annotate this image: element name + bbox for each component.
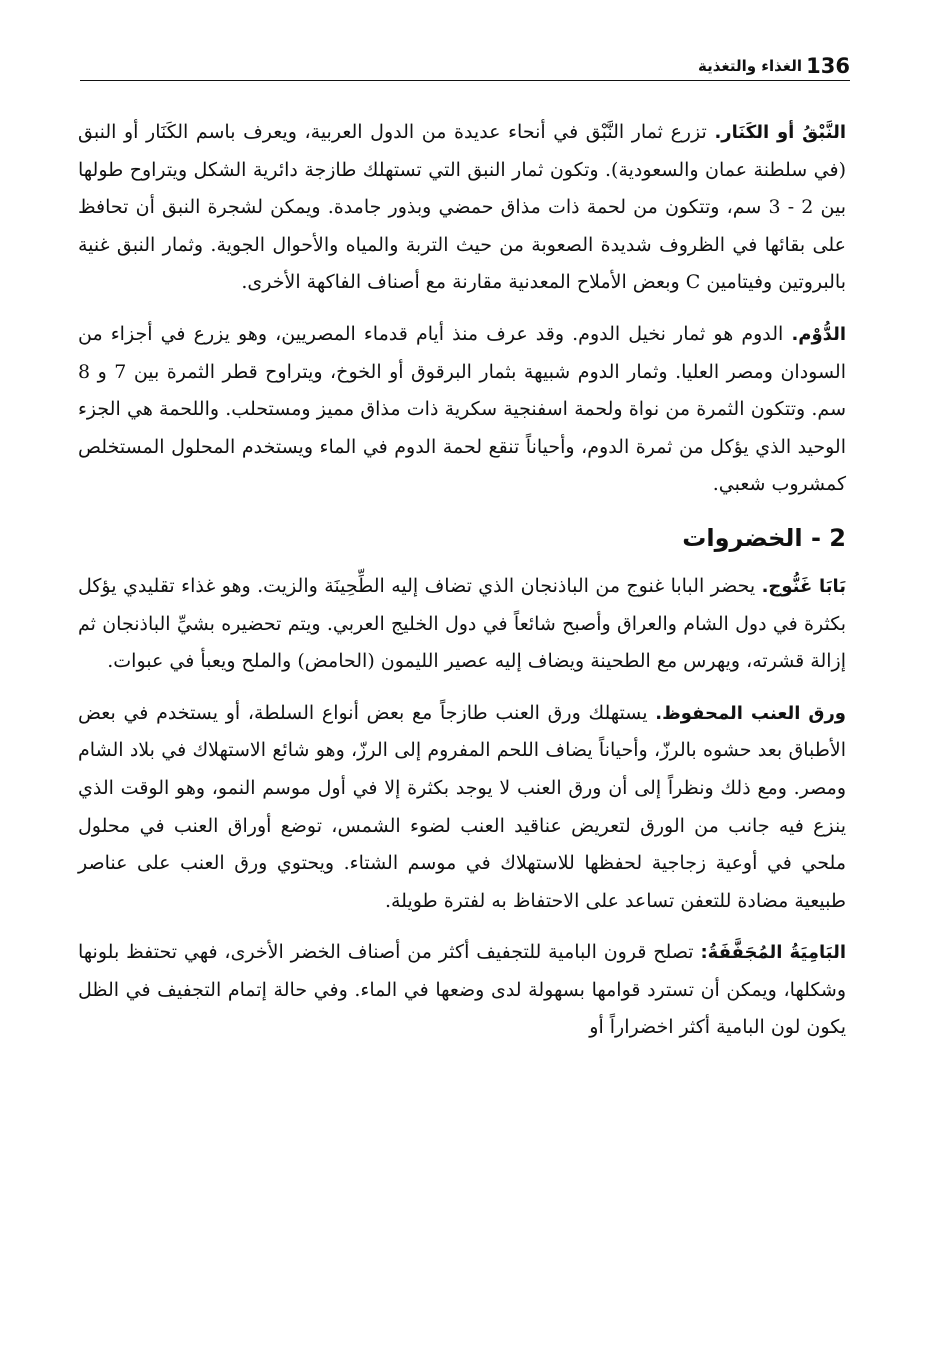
entry-vine-leaves (78, 695, 846, 921)
entry-term: النَّبْقُ أو الكَنَار. (714, 122, 846, 143)
entry-text: يحضر البابا غنوج من الباذنجان الذي تضاف إليه الطِّحِينَة والزيت. وهو غذاء تقليدي يؤكل بكثرة في دول الشام والعراق وأصبح شائعاً في دول الخليج العربي. ويتم تحضيره بشيِّ الباذنجان ثم إزالة قشرته، ويهرس مع الطحينة ويضاف إليه عصير الليمون (الحامض) والملح ويعبأ في عبوات. (78, 574, 846, 673)
running-header (80, 52, 850, 82)
entry-term: بَابَا غَنُّوج. (761, 575, 846, 597)
body-text (78, 114, 846, 1061)
entry-term: البَامِيَةُ المُجَفَّفَةُ: (700, 942, 846, 964)
section-heading: 2 - الخضروات (682, 523, 846, 552)
entry-term: ورق العنب المحفوظ. (655, 702, 846, 724)
entry-text: يستهلك ورق العنب طازجاً مع بعض أنواع السلطة، أو يستخدم في بعض الأطباق بعد حشوه بالرزّ، وأحياناً يضاف اللحم المفروم إلى الرزّ، وهو شائع الاستهلاك في بلاد الشام ومصر. ومع ذلك ونظراً إلى أن ورق العنب لا يوجد بكثرة إلا في أول موسم النمو، وهو الوقت الذي ينزع فيه جانب من الورق لتعريض عناقيد العنب لضوء الشمس، توضع أوراق العنب في محلول ملحي في أوعية زجاجية لحفظها للاستهلاك في موسم الشتاء. ويحتوي ورق العنب على عناصر طبيعية مضادة للتعفن تساعد على الاحتفاظ به لفترة طويلة. (78, 701, 846, 912)
entry-dried-okra (78, 934, 846, 1047)
header-divider (80, 80, 850, 81)
entry-nabq (78, 114, 846, 302)
entry-text: تصلح قرون البامية للتجفيف أكثر من أصناف الخضر الأخرى، فهي تحتفظ بلونها وشكلها، ويمكن أن تسترد قوامها بسهولة لدى وضعها في الماء. وفي حالة إتمام التجفيف في الظل يكون لون البامية أكثر اخضراراً أو (78, 941, 846, 1039)
entry-text: تزرع ثمار النَّبْق في أنحاء عديدة من الدول العربية، ويعرف باسم الكَنَار أو النبق (في سلطنة عمان والسعودية). وتكون ثمار النبق التي تستهلك طازجة دائرية الشكل ويتراوح طولها بين 2 - 3 سم، وتتكون من لحمة ذات مذاق حمضي وبذور جامدة. ويمكن لشجرة النبق أن تحافظ على بقائها في الظروف شديدة الصعوبة من حيث التربة والمياه والأحوال الجوية. وثمار النبق غنية بالبروتين وفيتامين C وبعض الأملاح المعدنية مقارنة مع أصناف الفاكهة الأخرى. (78, 121, 847, 294)
entry-doum (78, 316, 846, 504)
header-title: الغذاء والتغذية (697, 57, 802, 75)
entry-baba-ghanouj (78, 568, 846, 681)
page-number: 136 (806, 54, 850, 78)
entry-term: الدُّوْم. (791, 323, 846, 345)
entry-text: الدوم هو ثمار نخيل الدوم. وقد عرف منذ أيام قدماء المصريين، وهو يزرع في أجزاء من السودان ومصر العليا. وثمار الدوم شبيهة بثمار البرقوق أو الخوخ، ويتراوح قطر الثمرة بين 7 و 8 سم. وتتكون الثمرة من نواة ولحمة اسفنجية سكرية ذات مذاق مميز ومستحلب. واللحمة هي الجزء الوحيد الذي يؤكل من ثمرة الدوم، وأحياناً تنقع لحمة الدوم في الماء ويستخدم المحلول المستخلص كمشروب شعبي. (78, 322, 846, 496)
